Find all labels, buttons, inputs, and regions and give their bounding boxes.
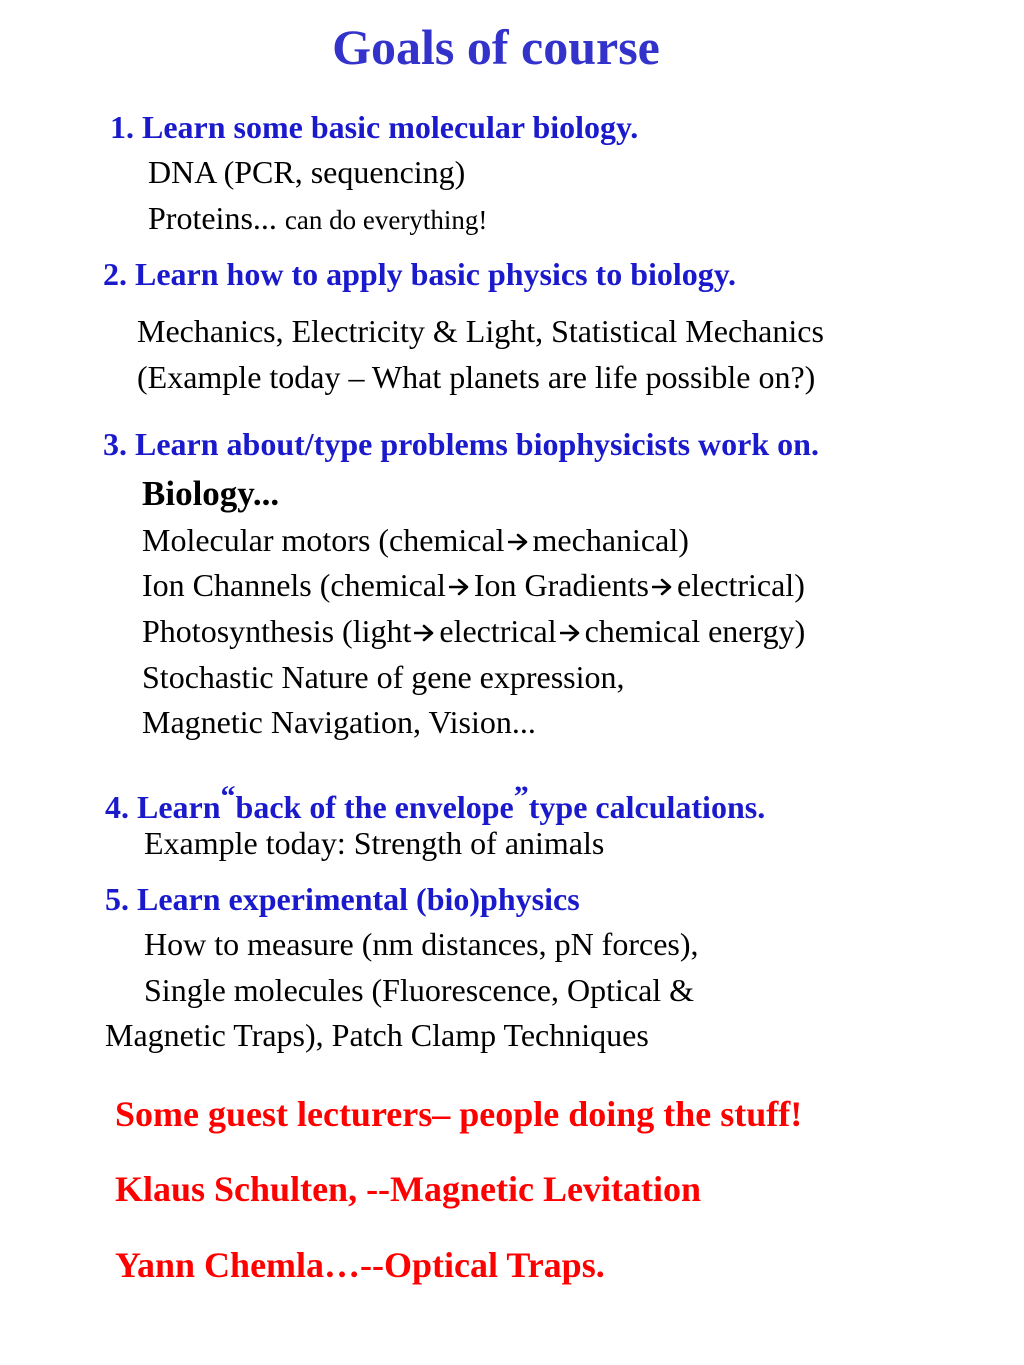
goal-3-heading: 3. Learn about/type problems biophysicists work on. xyxy=(103,426,819,462)
goal-2-heading: 2. Learn how to apply basic physics to biology. xyxy=(103,256,736,292)
guest-klaus-schulten: Klaus Schulten, --Magnetic Levitation xyxy=(115,1169,701,1209)
goal-5-heading: 5. Learn experimental (bio)physics xyxy=(105,881,580,917)
goal-3-line-2-c: electrical) xyxy=(676,567,805,603)
goal-4-heading-a: 4. Learn xyxy=(105,789,221,825)
goal-3-line-1-a: Molecular motors (chemical xyxy=(142,522,505,558)
goal-2-line-1: Mechanics, Electricity & Light, Statistical Mechanics xyxy=(137,313,824,349)
page-title: Goals of course xyxy=(332,19,660,75)
goal-1-line-2-a: Proteins... xyxy=(148,200,277,236)
goal-3-subheading: Biology... xyxy=(142,474,280,513)
goal-4-heading xyxy=(105,782,765,823)
goal-5-line-1: How to measure (nm distances, pN forces), xyxy=(144,926,699,962)
goal-2-line-2: (Example today – What planets are life possible on?) xyxy=(137,359,816,395)
goal-3-line-2 xyxy=(142,569,805,601)
goal-1-line-2-b: can do everything! xyxy=(284,205,488,235)
guest-lecturers-line: Some guest lecturers– people doing the stuff! xyxy=(115,1094,803,1134)
goal-3-line-3 xyxy=(142,615,805,647)
right-arrow-icon xyxy=(652,577,674,597)
right-arrow-icon xyxy=(560,623,582,643)
goal-1-heading: 1. Learn some basic molecular biology. xyxy=(110,109,639,145)
goal-3-line-4: Stochastic Nature of gene expression, xyxy=(142,659,625,695)
close-quote: ” xyxy=(513,780,529,813)
goal-5-line-2: Single molecules (Fluorescence, Optical & xyxy=(144,972,695,1008)
right-arrow-icon xyxy=(414,623,436,643)
goal-3-line-1 xyxy=(142,524,689,556)
goal-3-line-5: Magnetic Navigation, Vision... xyxy=(142,704,536,740)
goal-3-line-2-b: Ion Gradients xyxy=(473,567,649,603)
guest-yann-chemla: Yann Chemla…--Optical Traps. xyxy=(115,1245,605,1285)
goal-3-line-2-a: Ion Channels (chemical xyxy=(142,567,446,603)
goal-1-line-1: DNA (PCR, sequencing) xyxy=(148,154,466,190)
goal-3-line-3-c: chemical energy) xyxy=(584,613,806,649)
goal-3-line-3-b: electrical xyxy=(439,613,557,649)
open-quote: “ xyxy=(220,780,236,813)
right-arrow-icon xyxy=(508,532,530,552)
goal-1-line-2 xyxy=(148,202,487,234)
goal-4-heading-b: back of the envelope xyxy=(235,789,514,825)
goal-3-line-3-a: Photosynthesis (light xyxy=(142,613,412,649)
goal-4-line-1: Example today: Strength of animals xyxy=(144,825,605,861)
right-arrow-icon xyxy=(449,577,471,597)
goal-4-heading-c: type calculations. xyxy=(528,789,766,825)
goal-5-line-3: Magnetic Traps), Patch Clamp Techniques xyxy=(105,1017,649,1053)
goal-3-line-1-b: mechanical) xyxy=(532,522,689,558)
